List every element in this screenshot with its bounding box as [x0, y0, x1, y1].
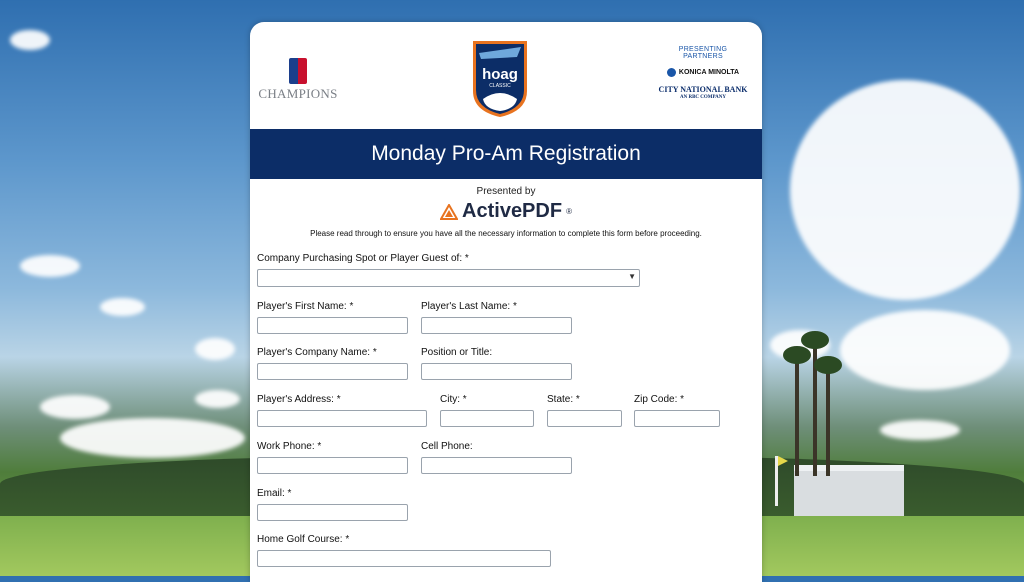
address-label: Player's Address: * [257, 394, 341, 405]
page-title-banner [250, 129, 762, 179]
company-name-label: Player's Company Name: * [257, 347, 377, 358]
work-phone-label: Work Phone: * [257, 441, 322, 452]
company-guest-select[interactable] [257, 269, 640, 287]
presented-by-label: Presented by [476, 186, 536, 197]
registration-card [250, 22, 762, 582]
pga-champions-logo [258, 58, 338, 102]
cloud [40, 395, 110, 419]
email-label: Email: * [257, 488, 292, 499]
activepdf-logo-text: ActivePDF [462, 200, 563, 222]
presenting-partners [658, 46, 748, 100]
golf-flag [775, 456, 778, 506]
hoag-classic-logo [471, 39, 529, 119]
first-name-input[interactable] [257, 317, 408, 334]
cloud [195, 390, 240, 408]
state-input[interactable] [547, 410, 622, 427]
state-label: State: * [547, 394, 580, 405]
cloud [20, 255, 80, 277]
cell-phone-label: Cell Phone: [421, 441, 473, 452]
palm-tree [795, 356, 799, 476]
konica-minolta-logo [658, 68, 748, 77]
city-label: City: * [440, 394, 467, 405]
home-course-input[interactable] [257, 550, 551, 567]
classic-logo-text: CLASSIC [489, 83, 511, 89]
company-name-input[interactable] [257, 363, 408, 380]
position-input[interactable] [421, 363, 572, 380]
last-name-label: Player's Last Name: * [421, 301, 517, 312]
last-name-input[interactable] [421, 317, 572, 334]
partners-title: PRESENTING PARTNERS [678, 46, 728, 60]
city-input[interactable] [440, 410, 534, 427]
position-label: Position or Title: [421, 347, 493, 358]
address-input[interactable] [257, 410, 427, 427]
home-course-label: Home Golf Course: * [257, 534, 350, 545]
champions-logo-text: CHAMPIONS [258, 86, 338, 101]
cloud [10, 30, 50, 50]
email-input[interactable] [257, 504, 408, 521]
palm-tree [826, 366, 830, 476]
cloud [840, 310, 1010, 390]
cloud [195, 338, 235, 360]
first-name-label: Player's First Name: * [257, 301, 354, 312]
cell-phone-input[interactable] [421, 457, 572, 474]
company-guest-label: Company Purchasing Spot or Player Guest of: * [257, 253, 469, 264]
chevron-down-icon: ▼ [628, 272, 636, 281]
cloud [790, 80, 1020, 300]
registered-mark: ® [566, 207, 572, 216]
instructions-text: Please read through to ensure you have all the necessary information to complete this form before proceeding. [310, 229, 702, 238]
pga-shield-icon [289, 58, 307, 84]
activepdf-logo [250, 200, 762, 223]
activepdf-triangle-icon [440, 204, 458, 220]
work-phone-input[interactable] [257, 457, 408, 474]
zip-input[interactable] [634, 410, 720, 427]
cnb-logo-text: CITY NATIONAL BANK [658, 85, 748, 94]
cloud [100, 298, 145, 316]
logo-header [250, 22, 762, 129]
cnb-sub-text: AN RBC COMPANY [679, 95, 726, 100]
cloud [60, 418, 245, 458]
hoag-logo-text: hoag [482, 66, 518, 83]
cloud [880, 420, 960, 440]
city-national-bank-logo [658, 85, 748, 100]
page-title: Monday Pro-Am Registration [371, 142, 641, 165]
konica-globe-icon [667, 68, 676, 77]
konica-logo-text: KONICA MINOLTA [678, 69, 740, 76]
zip-label: Zip Code: * [634, 394, 685, 405]
